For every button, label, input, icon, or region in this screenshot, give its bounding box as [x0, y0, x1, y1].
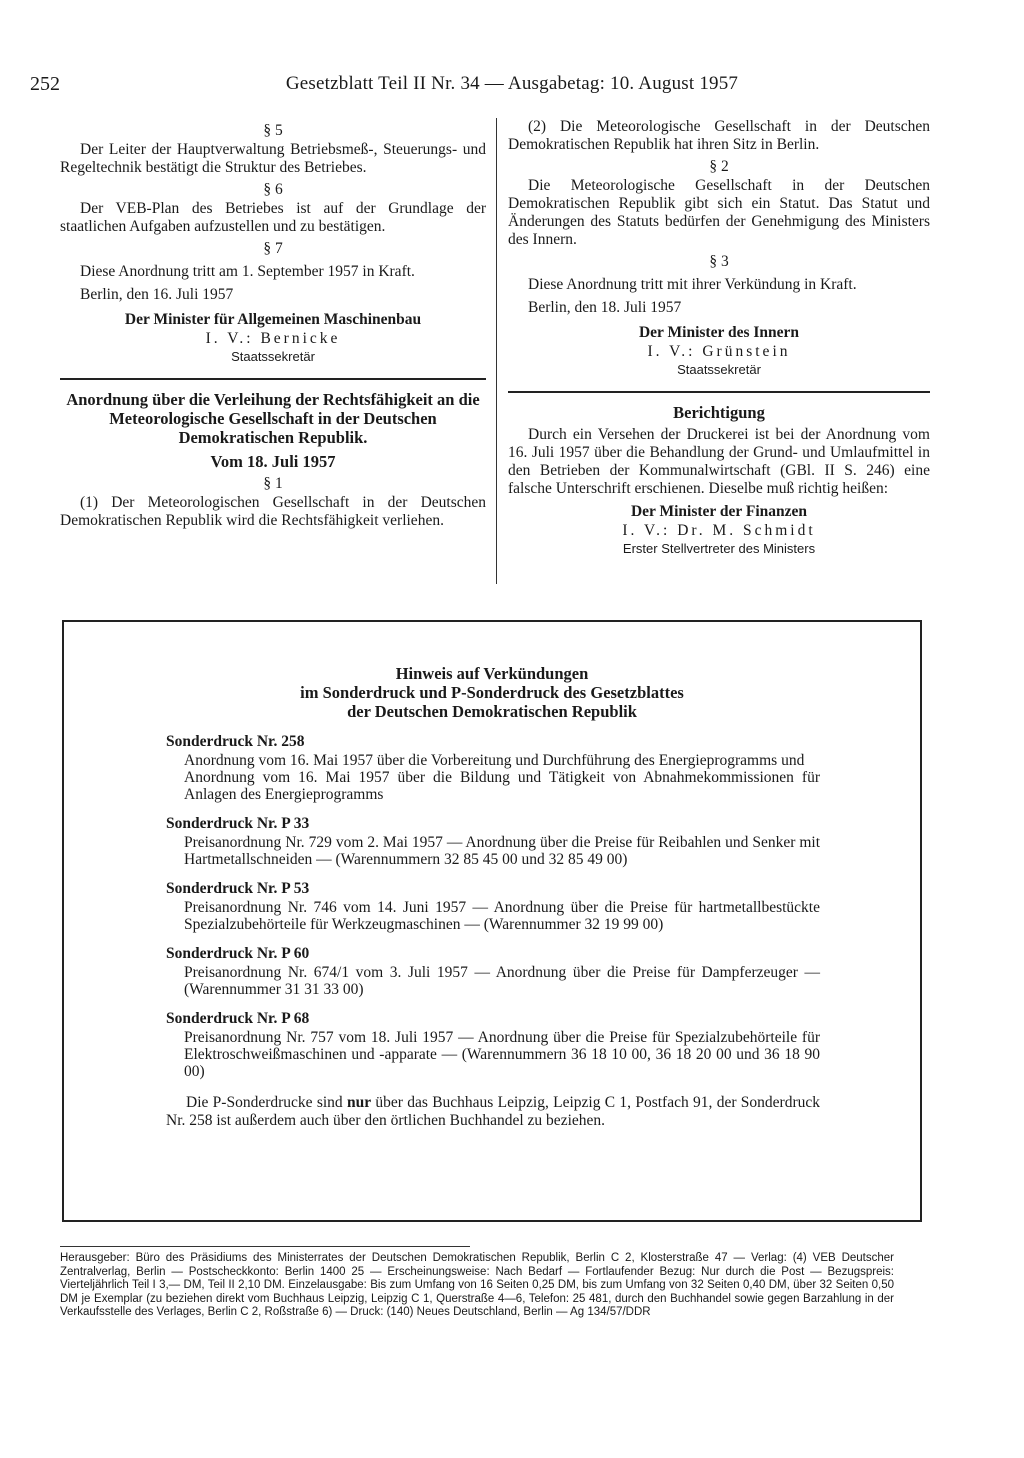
notice-item-text: Preisanordnung Nr. 674/1 vom 3. Juli 1957 — Anordnung über die Preise für Dampferzeuger — (Warennummer 31 31 33 00) — [184, 964, 820, 998]
paragraph-mark-7: § 7 — [263, 240, 283, 257]
ordinance-date: Vom 18. Juli 1957 — [210, 452, 336, 471]
correction-signature-name: I. V.: Dr. M. Schmidt — [622, 522, 816, 539]
paragraph-5-text: Der Leiter der Hauptverwaltung Betriebsmeß-, Steuerungs- und Regeltechnik bestätigt die Struktur des Betriebes. — [60, 141, 486, 176]
notice-title-line: im Sonderdruck und P-Sonderdruck des Gesetzblattes — [300, 683, 684, 702]
notice-item-head: Sonderdruck Nr. P 53 — [166, 880, 310, 897]
notice-note-emphasis: nur — [346, 1094, 372, 1111]
paragraph-mark-5: § 5 — [263, 122, 283, 139]
footer-divider — [60, 1246, 470, 1247]
notice-item — [166, 945, 820, 998]
paragraph-7-text: Diese Anordnung tritt am 1. September 1957 in Kraft. — [80, 263, 415, 280]
notice-box — [62, 620, 922, 1222]
notice-item — [166, 880, 820, 933]
notice-title-line: der Deutschen Demokratischen Republik — [347, 702, 637, 721]
left-column — [60, 118, 486, 530]
notice-note-end: über das Buchhaus Leipzig, Leipzig C 1, Postfach 91, der Sonderdruck Nr. 258 ist außerdem auch über den örtlichen Buchhandel zu beziehen. — [166, 1094, 820, 1129]
right-column — [508, 118, 930, 558]
notice-item-text: Preisanordnung Nr. 746 vom 14. Juni 1957 — Anordnung über die Preise für hartmetallbestückte Spezialzubehörteile für Werkzeugmaschinen — (Warennummer 32 19 99 00) — [184, 899, 820, 933]
notice-item-text: Preisanordnung Nr. 729 vom 2. Mai 1957 — Anordnung über die Preise für Reibahlen und Senker mit Hartmetallschneiden — (Warennummern 32 85 45 00 und 32 85 49 00) — [184, 834, 820, 868]
section-2-text: Die Meteorologische Gesellschaft in der Deutschen Demokratischen Republik gibt sich ein Statut. Das Statut und Änderungen des Statuts bedürfen der Genehmigung des Ministers des Innern. — [508, 177, 930, 248]
notice-item — [166, 733, 820, 803]
signature-role: Staatssekretär — [231, 349, 315, 364]
section-mark-2: § 2 — [709, 158, 729, 175]
signature-name: I. V.: Grünstein — [647, 343, 791, 360]
signature-title: Der Minister des Innern — [638, 324, 800, 341]
section-divider — [508, 391, 930, 393]
section-1-2-text: (2) Die Meteorologische Gesellschaft in der Deutschen Demokratischen Republik hat ihren Sitz in Berlin. — [508, 118, 930, 153]
section-mark-3: § 3 — [709, 253, 729, 270]
section-3-text: Diese Anordnung tritt mit ihrer Verkündung in Kraft. — [528, 276, 857, 293]
notice-item-head: Sonderdruck Nr. P 33 — [166, 815, 310, 832]
paragraph-6-text: Der VEB-Plan des Betriebes ist auf der Grundlage der staatlichen Aufgaben aufzustellen und zu bestätigen. — [60, 200, 486, 235]
notice-note-start: Die P-Sonderdrucke sind — [186, 1094, 347, 1111]
notice-item — [166, 1010, 820, 1080]
section-mark-1: § 1 — [263, 475, 283, 492]
paragraph-mark-6: § 6 — [263, 181, 283, 198]
notice-item-text: Anordnung vom 16. Mai 1957 über die Vorbereitung und Durchführung des Energieprogramms und — [184, 752, 805, 769]
place-date: Berlin, den 18. Juli 1957 — [528, 299, 682, 316]
notice-item-text: Preisanordnung Nr. 757 vom 18. Juli 1957 — Anordnung über die Preise für Spezialzubehörteile für Elektroschweißmaschinen und -apparate — (Warennummern 36 18 10 00, 36 18 20 00 und 36 18 90 00) — [184, 1029, 820, 1080]
place-date: Berlin, den 16. Juli 1957 — [80, 286, 234, 303]
correction-heading: Berichtigung — [673, 403, 765, 422]
notice-item-text: Anordnung vom 16. Mai 1957 über die Bildung und Tätigkeit von Abnahmekommissionen für Anlagen des Energieprogramms — [184, 769, 820, 803]
notice-title-line: Hinweis auf Verkündungen — [395, 664, 589, 683]
page-header-title: Gesetzblatt Teil II Nr. 34 — Ausgabetag: 10. August 1957 — [285, 73, 739, 94]
section-1-text: (1) Der Meteorologischen Gesellschaft in der Deutschen Demokratischen Republik wird die Rechtsfähigkeit verliehen. — [60, 494, 486, 529]
correction-text: Durch ein Versehen der Druckerei ist bei der Anordnung vom 16. Juli 1957 über die Behandlung der Grund- und Umlaufmittel in den Betrieben der Kommunalwirtschaft (GBl. II S. 246) eine falsche Unterschrift erschienen. Dieselbe muß richtig heißen: — [508, 426, 930, 497]
column-divider — [496, 118, 497, 584]
notice-item-head: Sonderdruck Nr. P 60 — [166, 945, 310, 962]
correction-signature-role: Erster Stellvertreter des Ministers — [622, 541, 816, 556]
notice-note — [166, 1094, 820, 1130]
signature-name: I. V.: Bernicke — [205, 330, 341, 347]
notice-item — [166, 815, 820, 868]
publisher-footer: Herausgeber: Büro des Präsidiums des Ministerrates der Deutschen Demokratischen Republik, Berlin C 2, Klosterstraße 47 — Verlag: (4) VEB Deutscher Zentralverlag, Berlin — Postscheckkonto: Berlin 1400 25 — Erscheinungsweise: Nach Bedarf — Fortlaufender Bezug: Nur durch die Post — Bezugspreis: Vierteljährlich Teil I 3,— DM, Teil II 2,10 DM. Einzelausgabe: Bis zum Umfang von 16 Seiten 0,25 DM, bis zum Umfang von 32 Seiten 0,40 DM, über 32 Seiten 0,50 DM je Exemplar (zu beziehen direkt vom Buchhaus Leipzig, Leipzig C 1, Querstraße 4—6, Telefon: 25 481, durch den Buchhandel sowie gegen Barzahlung in der Verkaufsstelle des Verlages, Berlin C 2, Roßstraße 6) — Druck: (140) Neues Deutschland, Berlin — Ag 134/57/DDR — [60, 1252, 894, 1318]
notice-item-head: Sonderdruck Nr. 258 — [166, 733, 305, 750]
page-number: 252 — [30, 73, 60, 95]
signature-role: Staatssekretär — [677, 362, 761, 377]
correction-signature-title: Der Minister der Finanzen — [630, 503, 808, 520]
ordinance-heading: Anordnung über die Verleihung der Rechtsfähigkeit an die Meteorologische Gesellschaft in der Deutschen Demokratischen Republik. — [66, 390, 480, 447]
notice-item-head: Sonderdruck Nr. P 68 — [166, 1010, 310, 1027]
notice-title — [64, 664, 920, 721]
signature-title: Der Minister für Allgemeinen Maschinenbau — [124, 311, 422, 328]
section-divider — [60, 378, 486, 380]
